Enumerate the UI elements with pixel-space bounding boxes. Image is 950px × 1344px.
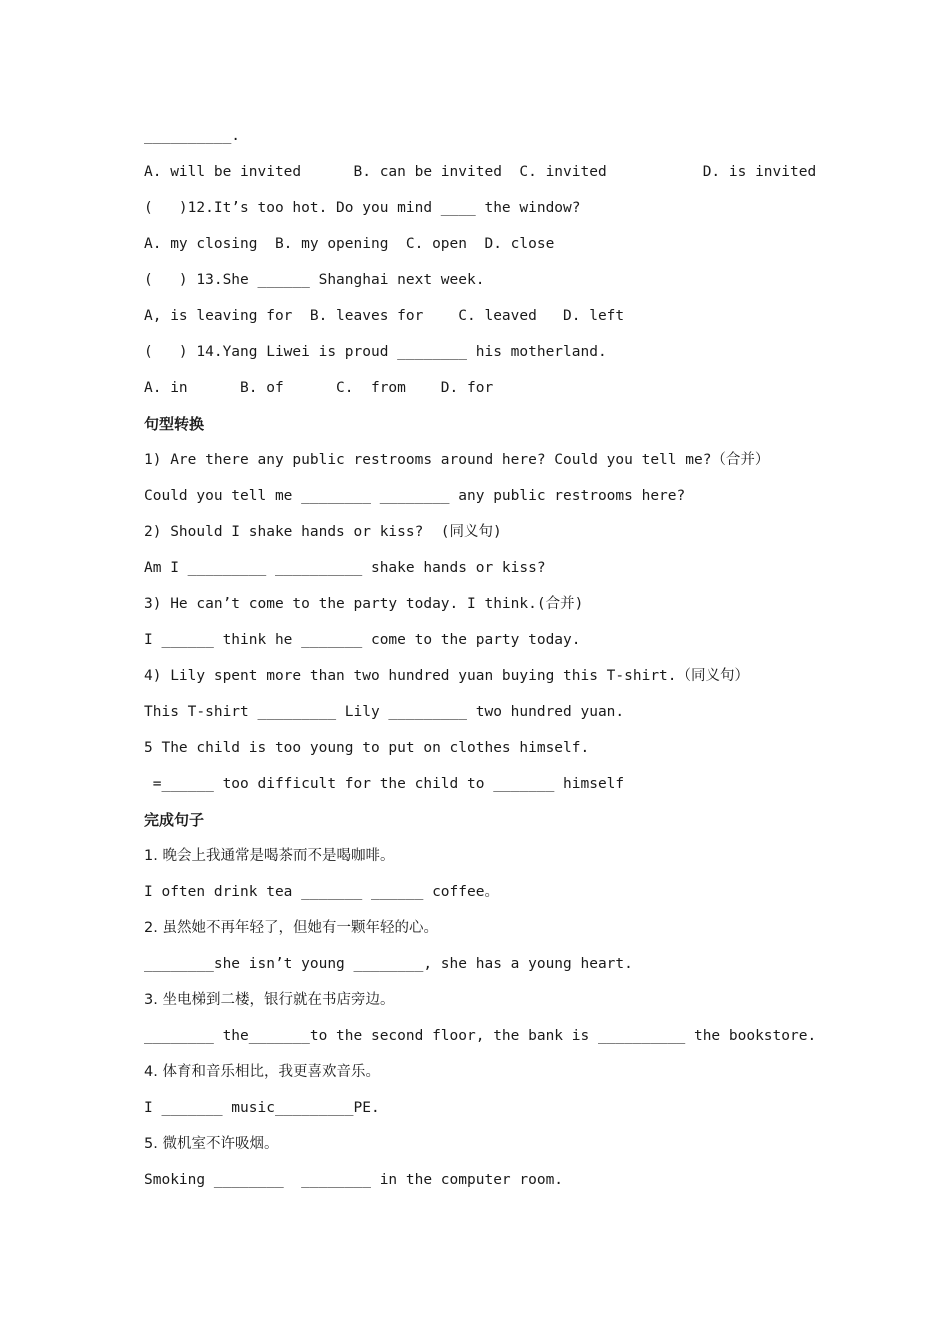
q14-options: A. in B. of C. from D. for xyxy=(144,380,494,396)
complete-3-answer: ________ the_______to the second floor, the bank is __________ the bookstore. xyxy=(144,1028,817,1044)
complete-5-chinese: 5. 微机室不许吸烟。 xyxy=(144,1136,279,1152)
complete-4-answer: I _______ music_________PE. xyxy=(144,1100,380,1116)
complete-3-chinese: 3. 坐电梯到二楼，银行就在书店旁边。 xyxy=(144,992,395,1008)
q12-options: A. my closing B. my opening C. open D. close xyxy=(144,236,555,252)
complete-2-chinese: 2. 虽然她不再年轻了，但她有一颗年轻的心。 xyxy=(144,920,438,936)
complete-2-answer: ________she isn’t young ________, she has a young heart. xyxy=(144,956,633,972)
q11-options: A. will be invited B. can be invited C. invited D. is invited xyxy=(144,164,817,180)
transform-5-prompt: 5 The child is too young to put on clothes himself. xyxy=(144,740,590,756)
q13-question: ( ) 13.She ______ Shanghai next week. xyxy=(144,272,485,288)
complete-1-answer: I often drink tea _______ ______ coffee。 xyxy=(144,884,499,900)
q13-options: A, is leaving for B. leaves for C. leaved D. left xyxy=(144,308,625,324)
transform-2-answer: Am I _________ __________ shake hands or kiss? xyxy=(144,560,546,576)
q14-question: ( ) 14.Yang Liwei is proud ________ his motherland. xyxy=(144,344,607,360)
transform-2-prompt: 2) Should I shake hands or kiss? (同义句) xyxy=(144,524,502,540)
section-heading-sentence-transform: 句型转换 xyxy=(144,415,205,433)
transform-1-prompt: 1) Are there any public restrooms around here? Could you tell me?（合并） xyxy=(144,452,770,468)
answer-blank-line: __________. xyxy=(144,128,241,144)
transform-1-answer: Could you tell me ________ ________ any public restrooms here? xyxy=(144,488,686,504)
transform-4-answer: This T-shirt _________ Lily _________ two hundred yuan. xyxy=(144,704,625,720)
complete-5-answer: Smoking ________ ________ in the computer room. xyxy=(144,1172,564,1188)
worksheet-page xyxy=(144,118,844,1198)
transform-3-answer: I ______ think he _______ come to the party today. xyxy=(144,632,581,648)
transform-3-prompt: 3) He can’t come to the party today. I think.(合并) xyxy=(144,596,584,612)
transform-5-answer: =______ too difficult for the child to _______ himself xyxy=(144,776,625,792)
section-heading-complete-sentences: 完成句子 xyxy=(144,811,205,829)
complete-1-chinese: 1. 晚会上我通常是喝茶而不是喝咖啡。 xyxy=(144,848,395,864)
q12-question: ( )12.It’s too hot. Do you mind ____ the window? xyxy=(144,200,581,216)
transform-4-prompt: 4) Lily spent more than two hundred yuan buying this T-shirt.（同义句） xyxy=(144,668,750,684)
complete-4-chinese: 4. 体育和音乐相比，我更喜欢音乐。 xyxy=(144,1064,380,1080)
